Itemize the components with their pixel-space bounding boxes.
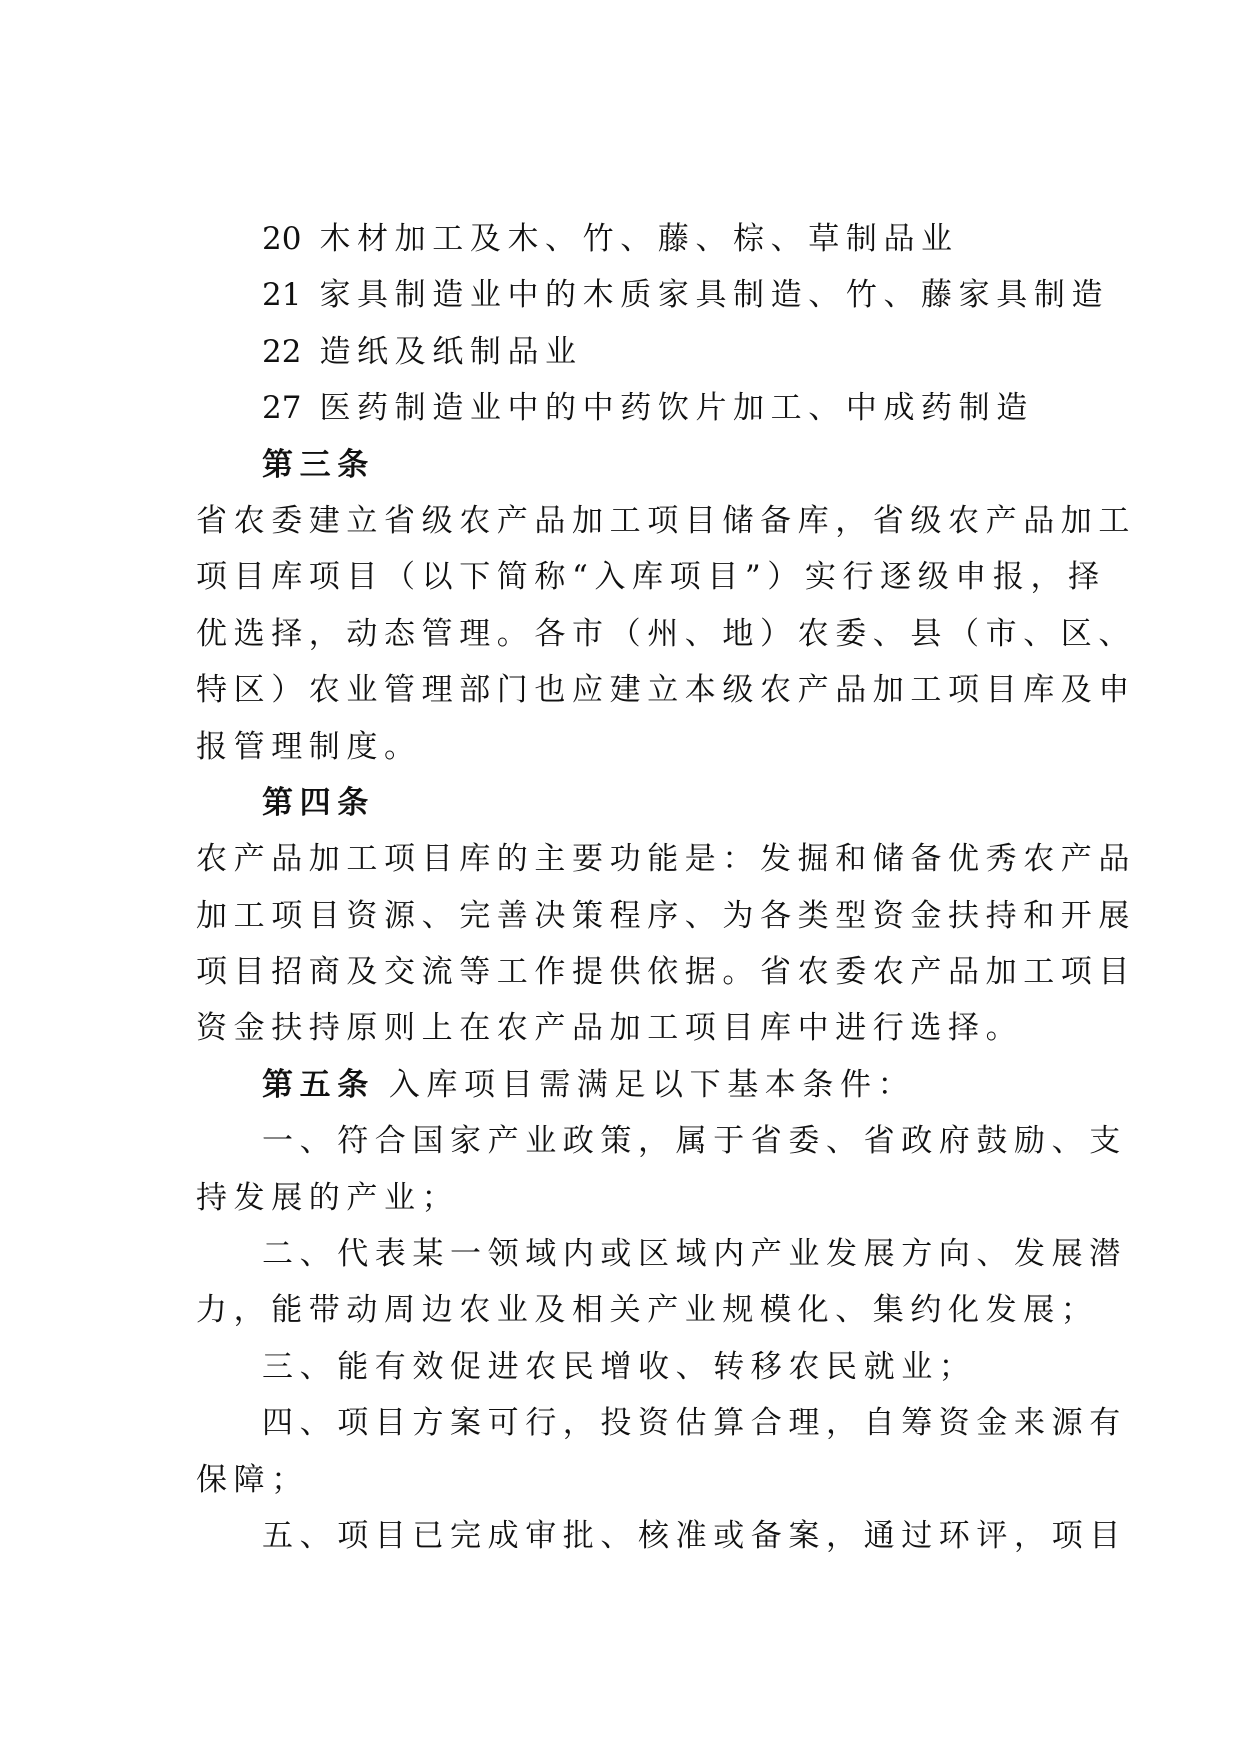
condition-item-continuation: 力，能带动周边农业及相关产业规模化、集约化发展； xyxy=(196,1292,1099,1329)
list-item-number: 21 xyxy=(262,277,302,314)
article-3-line: 优选择，动态管理。各市（州、地）农委、县（市、区、 xyxy=(196,615,1136,652)
article-4-line: 农产品加工项目库的主要功能是：发掘和储备优秀农产品 xyxy=(196,841,1136,878)
list-item xyxy=(196,380,1033,436)
condition-item-continuation: 持发展的产业； xyxy=(196,1179,460,1216)
article-3-heading: 第三条 xyxy=(262,446,375,483)
article-4-line: 加工项目资源、完善决策程序、为各类型资金扶持和开展 xyxy=(196,897,1136,934)
list-item-text: 木材加工及木、竹、藤、棕、草制品业 xyxy=(319,221,959,257)
article-3-line: 项目库项目（以下简称“入库项目”）实行逐级申报，择 xyxy=(196,559,1106,596)
list-item xyxy=(196,324,1033,380)
article-3-line: 特区）农业管理部门也应建立本级农产品加工项目库及申 xyxy=(196,672,1136,709)
condition-item-continuation: 保障； xyxy=(196,1461,309,1498)
article-4-line: 项目招商及交流等工作提供依据。省农委农产品加工项目 xyxy=(196,954,1136,991)
article-4-line: 资金扶持原则上在农产品加工项目库中进行选择。 xyxy=(196,1010,1024,1047)
article-5-heading: 第五条 xyxy=(262,1066,375,1103)
list-item-number: 27 xyxy=(262,390,302,427)
document-body xyxy=(196,211,1136,1564)
list-item-text: 造纸及纸制品业 xyxy=(319,333,583,370)
condition-item: 三、能有效促进农民增收、转移农民就业； xyxy=(262,1348,977,1385)
article-3-line: 报管理制度。 xyxy=(196,728,422,765)
list-item xyxy=(196,211,1033,267)
article-5-intro: 入库项目需满足以下基本条件： xyxy=(388,1066,916,1103)
condition-item: 四、项目方案可行，投资估算合理，自筹资金来源有 xyxy=(262,1405,1127,1442)
list-item-number: 22 xyxy=(262,333,302,370)
article-3-line: 省农委建立省级农产品加工项目储备库，省级农产品加工 xyxy=(196,502,1136,539)
article-4-heading: 第四条 xyxy=(262,784,375,821)
list-item-number: 20 xyxy=(262,221,302,257)
condition-item: 二、代表某一领域内或区域内产业发展方向、发展潜 xyxy=(262,1236,1127,1273)
condition-item: 五、项目已完成审批、核准或备案，通过环评，项目 xyxy=(262,1517,1127,1554)
condition-item: 一、符合国家产业政策，属于省委、省政府鼓励、支 xyxy=(262,1123,1127,1160)
article-5-intro-line xyxy=(196,1057,1033,1113)
list-item-text: 医药制造业中的中药饮片加工、中成药制造 xyxy=(319,390,1034,427)
list-item-text: 家具制造业中的木质家具制造、竹、藤家具制造 xyxy=(319,277,1110,314)
list-item xyxy=(196,267,1110,323)
